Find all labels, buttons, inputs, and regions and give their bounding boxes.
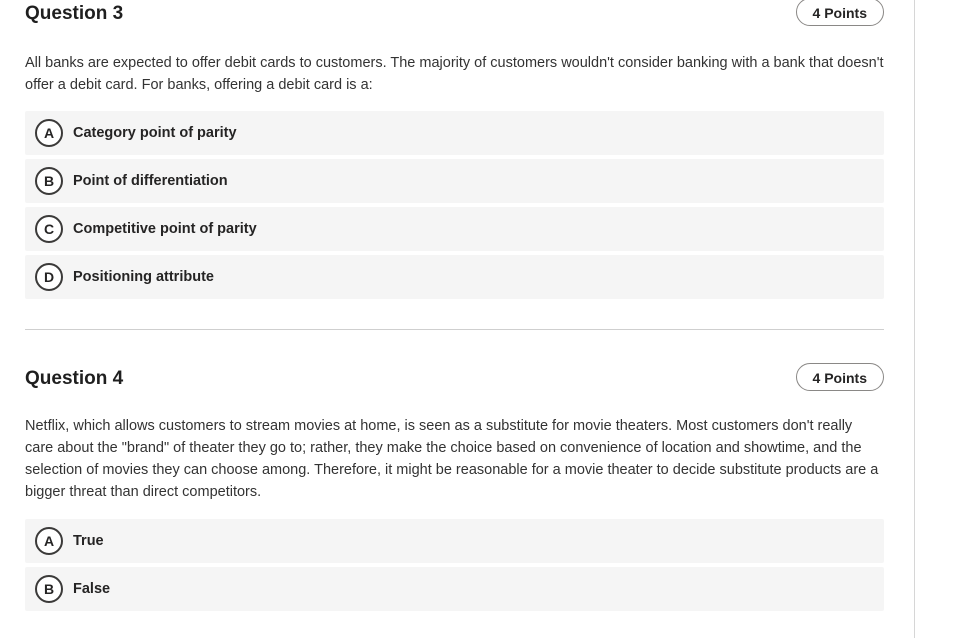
question-header xyxy=(25,365,884,395)
question-divider xyxy=(25,329,884,330)
option-label: Competitive point of parity xyxy=(73,221,257,237)
right-panel-divider xyxy=(914,0,915,638)
question-3 xyxy=(25,0,884,299)
option-a[interactable] xyxy=(25,519,884,563)
question-title: Question 4 xyxy=(25,368,124,389)
option-letter-badge: D xyxy=(35,263,63,291)
question-4 xyxy=(25,365,884,611)
option-b[interactable] xyxy=(25,567,884,611)
option-b[interactable] xyxy=(25,159,884,203)
option-c[interactable] xyxy=(25,207,884,251)
points-badge: 4 Points xyxy=(796,363,884,391)
option-label: Category point of parity xyxy=(73,125,237,141)
question-text: Netflix, which allows customers to stream movies at home, is seen as a substitute for movie theaters. Most customers don't really care about the "brand" of theater they go to; rather, they make the choice based on convenience of location and showtime, and the selection of movies they can choose among. Therefore, it might be reasonable for a movie theater to decide substitute products are a bigger threat than direct competitors. xyxy=(25,418,879,500)
answer-options xyxy=(25,111,884,299)
quiz-content xyxy=(25,0,884,615)
option-letter-badge: A xyxy=(35,527,63,555)
option-label: Point of differentiation xyxy=(73,173,228,189)
option-label: False xyxy=(73,581,111,597)
option-letter-badge: B xyxy=(35,167,63,195)
option-d[interactable] xyxy=(25,255,884,299)
points-badge: 4 Points xyxy=(796,0,884,26)
option-letter-badge: C xyxy=(35,215,63,243)
answer-options xyxy=(25,519,884,611)
question-text: All banks are expected to offer debit cards to customers. The majority of customers wouldn't consider banking with a bank that doesn't offer a debit card. For banks, offering a debit card is a: xyxy=(25,55,884,93)
option-a[interactable] xyxy=(25,111,884,155)
question-title: Question 3 xyxy=(25,3,124,24)
option-label: True xyxy=(73,533,104,549)
option-label: Positioning attribute xyxy=(73,269,214,285)
option-letter-badge: B xyxy=(35,575,63,603)
question-header xyxy=(25,0,884,30)
option-letter-badge: A xyxy=(35,119,63,147)
